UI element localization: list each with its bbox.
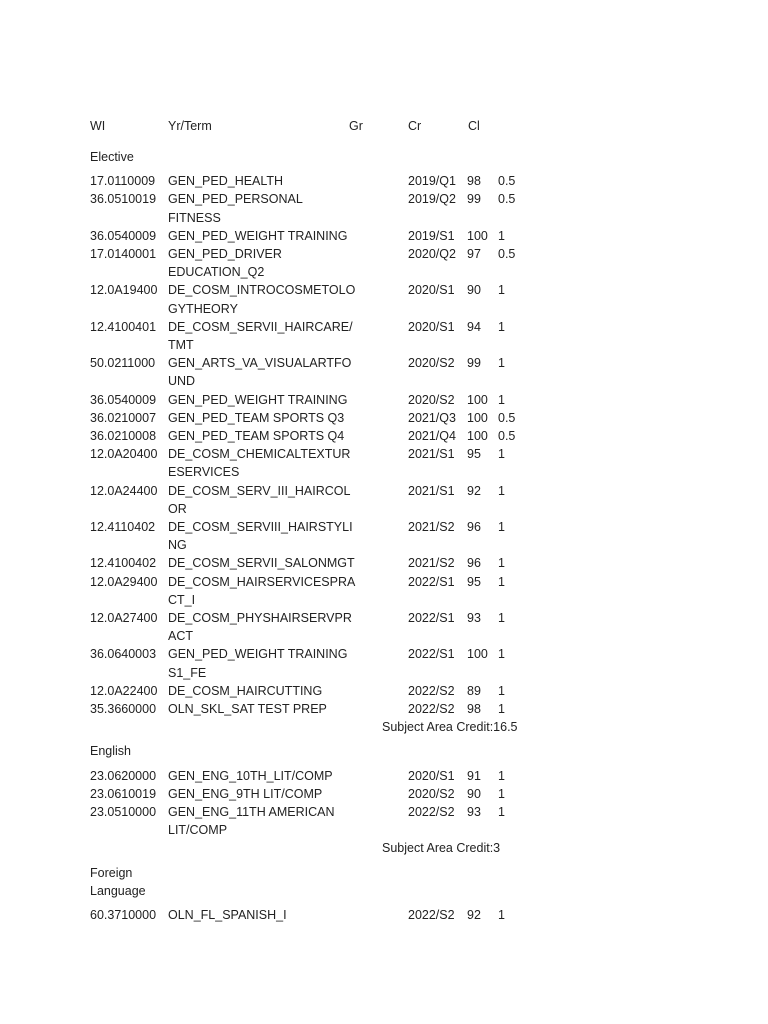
course-name: GEN_PED_WEIGHT TRAINING: [168, 392, 348, 407]
course-id: 12.4110402: [90, 520, 156, 534]
course-grade: 100: [467, 228, 488, 243]
subject-area-credit: Subject Area Credit:3: [382, 841, 501, 856]
course-grade: 100: [467, 429, 488, 443]
course-id: 12.0A24400: [90, 483, 158, 498]
course-credit: 1: [498, 447, 505, 462]
course-grade: 97: [467, 247, 481, 261]
course-term: 2020/S2: [408, 786, 455, 801]
course-name: DE_COSM_SERVII_HAIRCARE/: [168, 319, 353, 334]
course-name: GEN_ENG_10TH_LIT/COMP: [168, 768, 333, 783]
course-grade: 96: [467, 556, 481, 571]
course-grade: 92: [467, 908, 481, 922]
course-grade: 93: [467, 805, 481, 819]
course-credit: 1: [498, 520, 505, 534]
course-id: 12.0A22400: [90, 683, 158, 698]
course-name: DE_COSM_INTROCOSMETOLO: [168, 283, 356, 298]
course-term: 2020/S2: [408, 356, 455, 371]
course-term: 2019/Q1: [408, 174, 456, 189]
course-term: 2022/S2: [408, 908, 455, 922]
course-term: 2022/S1: [408, 647, 455, 662]
course-term: 2022/S1: [408, 574, 455, 589]
course-id: 17.0110009: [90, 174, 156, 189]
course-grade: 89: [467, 683, 481, 698]
course-name: DE_COSM_HAIRCUTTING: [168, 683, 323, 698]
course-credit: 1: [498, 647, 505, 662]
course-id: 36.0640003: [90, 647, 157, 662]
course-id: 36.0210007: [90, 410, 157, 425]
course-grade: 99: [467, 192, 481, 207]
course-name: GEN_PED_TEAM SPORTS Q3: [168, 410, 345, 425]
course-term: 2021/S1: [408, 483, 455, 498]
course-id: 12.0A27400: [90, 611, 158, 625]
course-grade: 100: [467, 392, 488, 407]
course-id: 12.4100401: [90, 319, 157, 334]
course-grade: 96: [467, 520, 481, 534]
course-name: DE_COSM_CHEMICALTEXTUR: [168, 447, 351, 462]
course-term: 2022/S2: [408, 683, 455, 698]
course-credit: 1: [498, 319, 505, 334]
course-name: GEN_PED_WEIGHT TRAINING: [168, 647, 348, 662]
course-grade: 92: [467, 483, 481, 498]
course-name: DE_COSM_HAIRSERVICESPRA: [168, 574, 356, 589]
course-name: DE_COSM_PHYSHAIRSERVPR: [168, 611, 352, 625]
course-id: 12.0A20400: [90, 447, 158, 462]
course-name: UND: [168, 374, 196, 389]
course-term: 2020/S1: [408, 283, 455, 298]
course-name: LIT/COMP: [168, 823, 228, 838]
course-id: 60.3710000: [90, 908, 157, 922]
course-grade: 100: [467, 410, 488, 425]
course-id: 23.0620000: [90, 768, 157, 783]
course-name: GEN_PED_TEAM SPORTS Q4: [168, 429, 345, 443]
course-credit: 1: [498, 702, 505, 716]
course-grade: 98: [467, 174, 481, 189]
course-id: 23.0610019: [90, 786, 157, 801]
course-id: 12.0A29400: [90, 574, 158, 589]
course-id: 50.0211000: [90, 356, 156, 371]
course-name: GEN_PED_WEIGHT TRAINING: [168, 228, 348, 243]
course-id: 12.4100402: [90, 556, 157, 571]
course-term: 2022/S2: [408, 702, 455, 716]
course-term: 2019/Q2: [408, 192, 456, 207]
course-grade: 91: [467, 768, 481, 783]
course-term: 2020/S1: [408, 319, 455, 334]
course-name: NG: [168, 538, 187, 553]
course-credit: 1: [498, 283, 505, 298]
course-name: GEN_PED_HEALTH: [168, 174, 284, 189]
course-grade: 90: [467, 786, 481, 801]
course-grade: 94: [467, 319, 481, 334]
course-id: 36.0540009: [90, 392, 157, 407]
course-name: OR: [168, 501, 187, 516]
section-title: Language: [90, 883, 146, 898]
course-term: 2021/S2: [408, 556, 455, 571]
course-credit: 1: [498, 786, 505, 801]
course-name: GEN_ENG_9TH LIT/COMP: [168, 786, 323, 801]
course-id: 35.3660000: [90, 702, 157, 716]
course-term: 2021/Q3: [408, 410, 456, 425]
course-grade: 93: [467, 611, 481, 625]
course-name: DE_COSM_SERV_III_HAIRCOL: [168, 483, 351, 498]
course-grade: 95: [467, 574, 481, 589]
course-id: 17.0140001: [90, 247, 157, 261]
course-term: 2021/S2: [408, 520, 455, 534]
section-title: Elective: [90, 150, 134, 164]
course-name: ACT: [168, 629, 193, 644]
course-grade: 100: [467, 647, 488, 662]
course-credit: 0.5: [498, 247, 516, 261]
course-grade: 99: [467, 356, 481, 371]
course-name: DE_COSM_SERVIII_HAIRSTYLI: [168, 520, 353, 534]
course-term: 2021/Q4: [408, 429, 456, 443]
course-name: GEN_PED_PERSONAL: [168, 192, 303, 207]
column-header-gr: Gr: [349, 119, 363, 133]
course-name: FITNESS: [168, 210, 221, 225]
course-id: 36.0210008: [90, 429, 157, 443]
course-term: 2022/S2: [408, 805, 455, 819]
course-credit: 1: [498, 768, 505, 783]
course-credit: 1: [498, 228, 505, 243]
course-name: TMT: [168, 338, 194, 352]
section-title: Foreign: [90, 865, 133, 880]
course-credit: 0.5: [498, 192, 516, 207]
course-name: OLN_SKL_SAT TEST PREP: [168, 702, 327, 716]
course-credit: 1: [498, 683, 505, 698]
course-grade: 95: [467, 447, 481, 462]
course-id: 36.0540009: [90, 228, 157, 243]
course-term: 2020/S2: [408, 392, 455, 407]
course-credit: 1: [498, 805, 505, 819]
column-header-cl: Cl: [468, 119, 480, 133]
course-name: S1_FE: [168, 665, 207, 680]
course-credit: 0.5: [498, 410, 516, 425]
course-term: 2020/S1: [408, 768, 455, 783]
course-credit: 1: [498, 356, 505, 371]
course-id: 12.0A19400: [90, 283, 158, 298]
course-id: 36.0510019: [90, 192, 157, 207]
course-credit: 1: [498, 611, 505, 625]
course-name: EDUCATION_Q2: [168, 265, 265, 280]
course-credit: 1: [498, 392, 505, 407]
course-name: GEN_ARTS_VA_VISUALARTFO: [168, 356, 352, 371]
course-credit: 1: [498, 483, 505, 498]
course-grade: 90: [467, 283, 481, 298]
course-credit: 1: [498, 908, 505, 922]
course-term: 2021/S1: [408, 447, 455, 462]
course-name: GEN_ENG_11TH AMERICAN: [168, 805, 335, 819]
course-name: GYTHEORY: [168, 301, 238, 316]
column-header-yr-term: Yr/Term: [168, 119, 212, 133]
course-grade: 98: [467, 702, 481, 716]
course-name: DE_COSM_SERVII_SALONMGT: [168, 556, 355, 571]
subject-area-credit: Subject Area Credit:16.5: [382, 720, 518, 735]
course-name: ESERVICES: [168, 465, 240, 480]
course-id: 23.0510000: [90, 805, 157, 819]
course-name: GEN_PED_DRIVER: [168, 247, 282, 261]
course-name: CT_I: [168, 592, 196, 607]
column-header-cr: Cr: [408, 119, 422, 133]
section-title: English: [90, 744, 131, 759]
course-credit: 0.5: [498, 174, 516, 189]
course-term: 2020/Q2: [408, 247, 456, 261]
course-name: OLN_FL_SPANISH_I: [168, 908, 287, 922]
course-credit: 1: [498, 574, 505, 589]
column-header-wi: WI: [90, 119, 106, 133]
course-term: 2022/S1: [408, 611, 455, 625]
course-credit: 0.5: [498, 429, 516, 443]
course-credit: 1: [498, 556, 505, 571]
course-term: 2019/S1: [408, 228, 455, 243]
